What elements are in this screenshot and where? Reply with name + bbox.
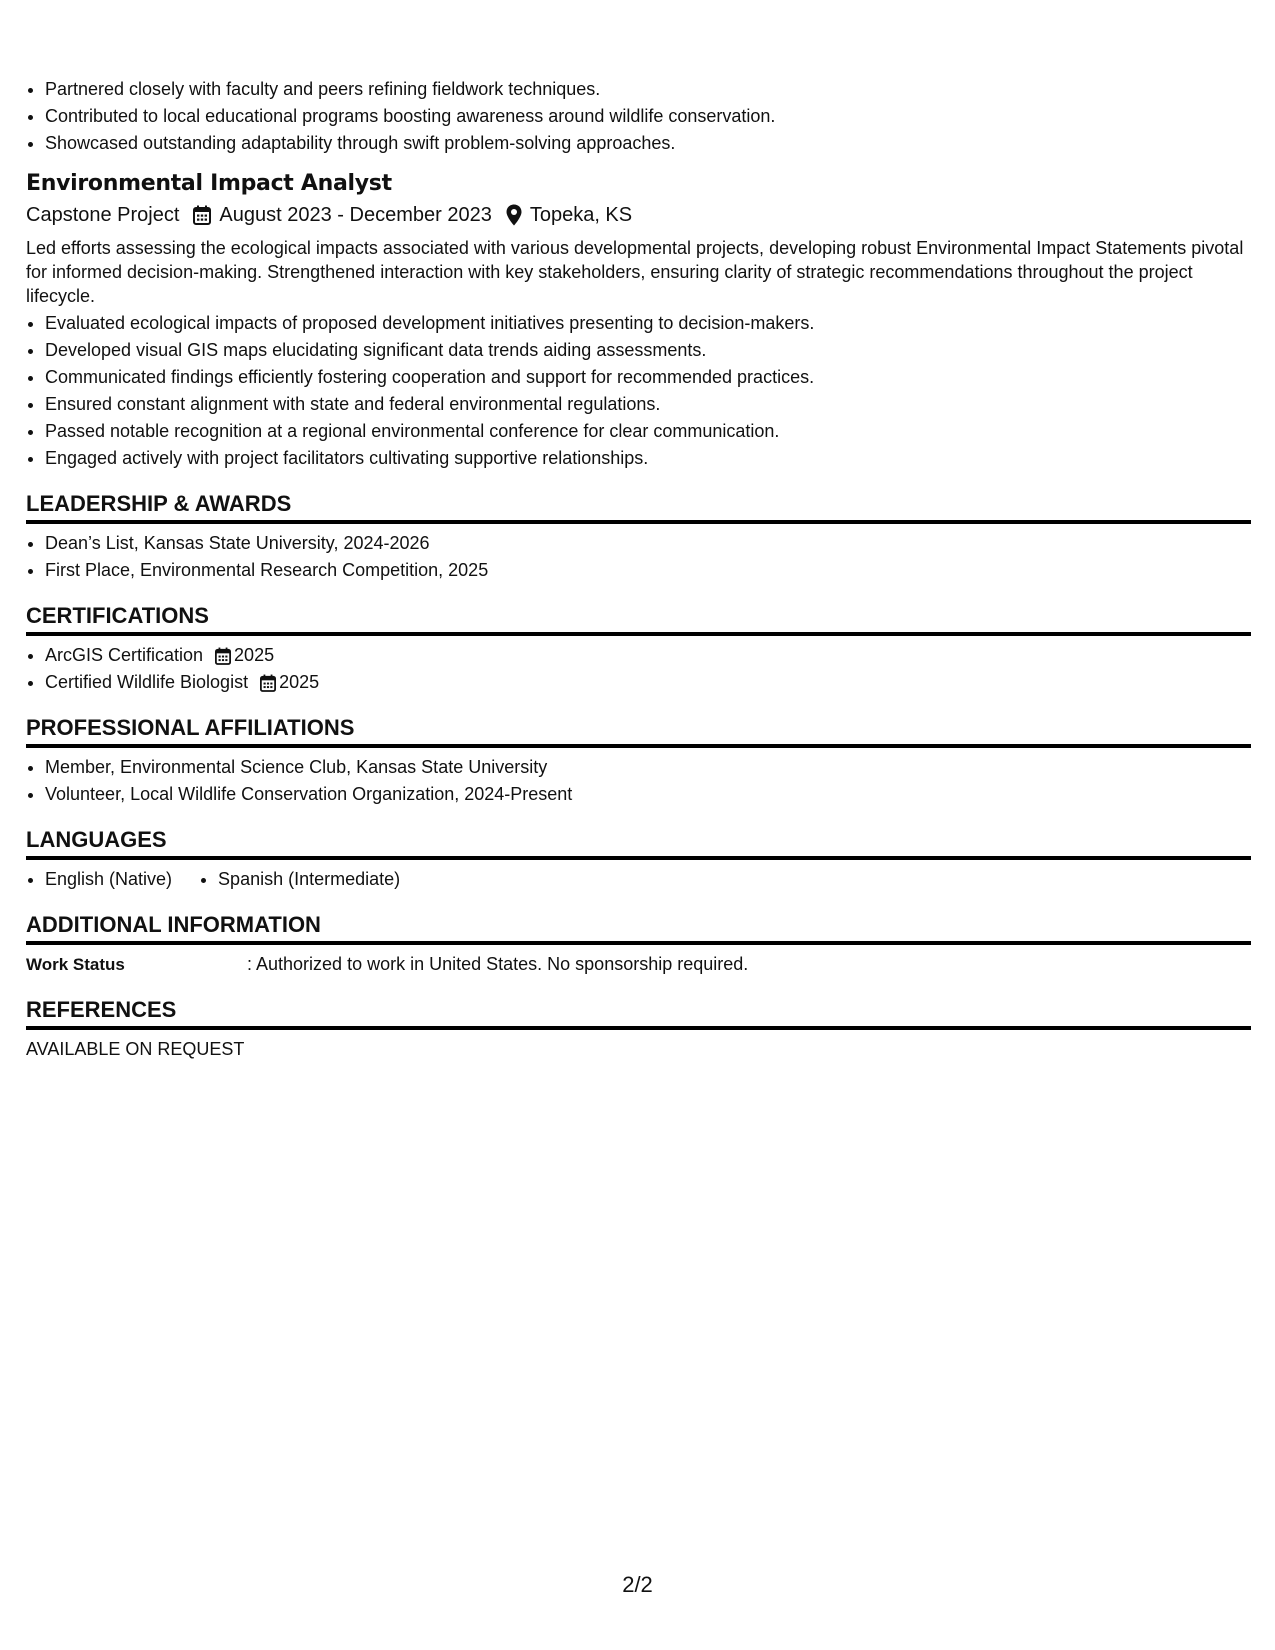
calendar-icon xyxy=(260,674,276,692)
section-title: ADDITIONAL INFORMATION xyxy=(26,911,1251,945)
map-pin-icon xyxy=(506,204,522,226)
leadership-list xyxy=(26,530,1251,584)
previous-job-bullets xyxy=(26,76,1251,157)
job-organization: Capstone Project xyxy=(26,204,180,226)
list-item: • First Place, Environmental Research Competition, 2025 xyxy=(45,557,1251,584)
section-title: LEADERSHIP & AWARDS xyxy=(26,490,1251,524)
job-entry xyxy=(26,169,1251,472)
list-item: • Partnered closely with faculty and peers refining fieldwork techniques. xyxy=(45,76,1251,103)
calendar-icon xyxy=(215,647,231,665)
certification-year: 2025 xyxy=(279,672,320,692)
calendar-icon xyxy=(193,205,211,225)
list-item: • Member, Environmental Science Club, Kansas State University xyxy=(45,754,1251,781)
list-item: • Evaluated ecological impacts of proposed development initiatives presenting to decision-makers. xyxy=(45,310,1251,337)
list-item: • Developed visual GIS maps elucidating significant data trends aiding assessments. xyxy=(45,337,1251,364)
leadership-section xyxy=(26,490,1251,584)
section-title: PROFESSIONAL AFFILIATIONS xyxy=(26,714,1251,748)
list-item: • Spanish (Intermediate) xyxy=(218,866,400,893)
list-item: • English (Native) xyxy=(45,866,172,893)
languages-section xyxy=(26,826,1251,893)
list-item: • Communicated findings efficiently fostering cooperation and support for recommended practices. xyxy=(45,364,1251,391)
list-item: • Ensured constant alignment with state and federal environmental regulations. xyxy=(45,391,1251,418)
additional-info-section xyxy=(26,911,1251,978)
affiliations-list xyxy=(26,754,1251,808)
list-item: • Showcased outstanding adaptability through swift problem-solving approaches. xyxy=(45,130,1251,157)
job-description: Led efforts assessing the ecological impacts associated with various developmental projects, developing robust Environmental Impact Statements pivotal for informed decision-making. Strengthened interaction with key stakeholders, ensuring clarity of strategic recommendations throughout the project lifecycle. xyxy=(26,238,1244,306)
languages-list xyxy=(26,866,1251,893)
list-item: • Volunteer, Local Wildlife Conservation Organization, 2024-Present xyxy=(45,781,1251,808)
section-title: REFERENCES xyxy=(26,996,1251,1030)
affiliations-section xyxy=(26,714,1251,808)
references-text: AVAILABLE ON REQUEST xyxy=(26,1039,245,1059)
certification-name: • Certified Wildlife Biologist xyxy=(45,672,249,692)
list-item: • Engaged actively with project facilitators cultivating supportive relationships. xyxy=(45,445,1251,472)
list-item xyxy=(45,669,1251,696)
job-dates: August 2023 - December 2023 xyxy=(219,204,492,226)
list-item: • Dean’s List, Kansas State University, 2024-2026 xyxy=(45,530,1251,557)
work-status-label: Work Status xyxy=(26,955,125,974)
job-bullets xyxy=(26,310,1251,472)
section-title: CERTIFICATIONS xyxy=(26,602,1251,636)
job-location: Topeka, KS xyxy=(529,204,633,226)
job-meta xyxy=(26,200,1251,230)
certification-name: • ArcGIS Certification xyxy=(45,645,204,665)
certification-year: 2025 xyxy=(234,645,275,665)
page-number: 2/2 xyxy=(622,1572,653,1597)
certifications-list xyxy=(26,642,1251,696)
work-status-value: : Authorized to work in United States. No sponsorship required. xyxy=(247,954,749,974)
work-status-row xyxy=(26,951,1251,978)
job-title: Environmental Impact Analyst xyxy=(26,171,392,196)
resume-page xyxy=(26,76,1251,1063)
list-item xyxy=(45,642,1251,669)
certifications-section xyxy=(26,602,1251,696)
list-item: • Contributed to local educational programs boosting awareness around wildlife conservation. xyxy=(45,103,1251,130)
list-item: • Passed notable recognition at a regional environmental conference for clear communication. xyxy=(45,418,1251,445)
references-section xyxy=(26,996,1251,1063)
section-title: LANGUAGES xyxy=(26,826,1251,860)
